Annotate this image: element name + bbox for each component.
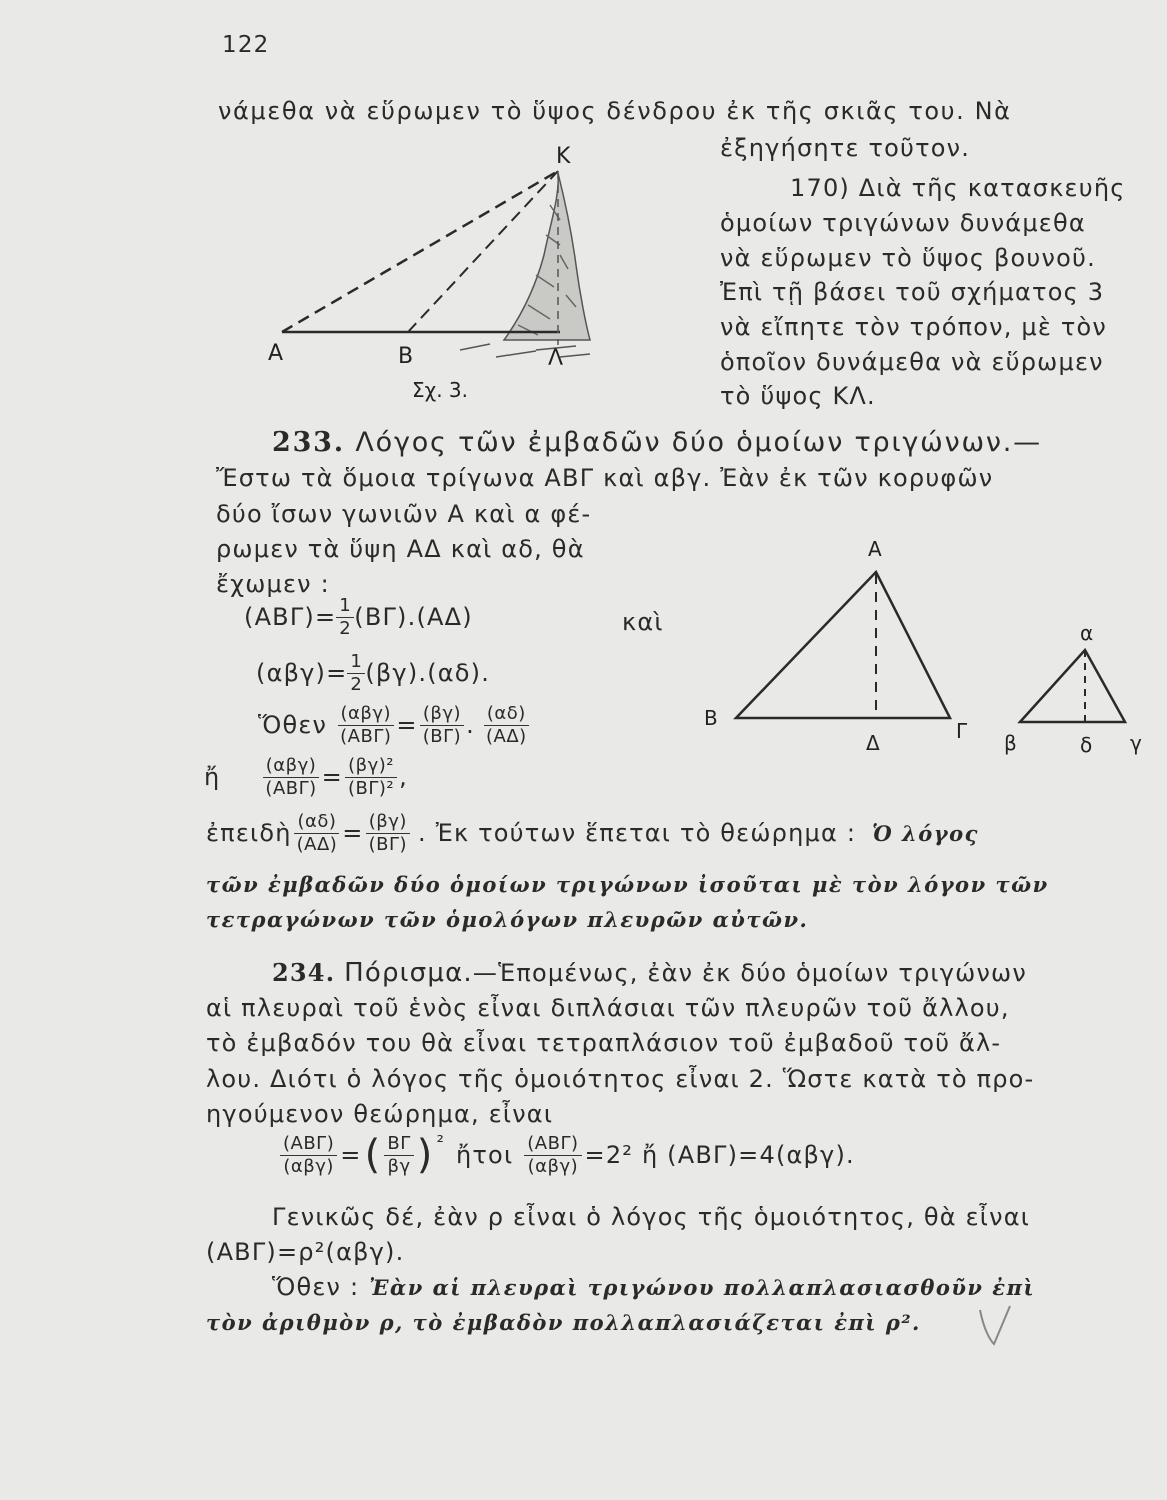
- final-theorem-text-1: Ἐὰν αἱ πλευραὶ τριγώνου πολλαπλασιασθοῦν ἐπὶ: [369, 1275, 1036, 1300]
- label-K: K: [556, 144, 571, 169]
- sight-line-A-K: [282, 171, 558, 332]
- ratio-frac-2: [420, 704, 464, 747]
- cor-etoi: ἤτοι: [456, 1141, 514, 1170]
- cor-square: ²: [436, 1132, 445, 1153]
- section-233-line-3: ρωμεν τὰ ὕψη ΑΔ καὶ αδ, θὰ: [216, 535, 585, 563]
- cor-frac-1: [280, 1134, 337, 1177]
- eq1-den: 2: [339, 617, 352, 639]
- cor-frac-2-num: ΒΓ: [384, 1134, 413, 1156]
- eq2-left: (αβγ)=: [256, 659, 348, 688]
- exercise-170-line-0: ἐξηγήσητε τοῦτον.: [720, 134, 971, 162]
- cor-paren-open: (: [364, 1132, 382, 1179]
- section-233-line-2: δύο ἴσων γωνιῶν Α καὶ α φέ-: [216, 500, 592, 528]
- ek-touton: . Ἐκ τούτων ἕπεται τὸ θεώρημα :: [418, 819, 857, 848]
- exercise-170-line-6: ὁποῖον δυνάμεθα νὰ εὕρωμεν: [720, 348, 1104, 376]
- eq2-fraction: [347, 652, 365, 695]
- squared-ratio-equation: [204, 756, 408, 799]
- theorem-line-3: τετραγώνων τῶν ὁμολόγων πλευρῶν αὐτῶν.: [206, 907, 809, 932]
- cor-frac-1-den: (αβγ): [283, 1155, 334, 1177]
- section-233-number: 233.: [272, 427, 345, 458]
- ratio-dot: .: [466, 711, 475, 740]
- section-234-line-6: Γενικῶς δέ, ἐὰν ρ εἶναι ὁ λόγος τῆς ὁμοιότητος, θὰ εἶναι: [272, 1203, 1031, 1231]
- theorem-line-1: Ὁ λόγος: [872, 820, 979, 846]
- sq-frac-2: [345, 756, 397, 799]
- section-234-line-4: λου. Διότι ὁ λόγος τῆς ὁμοιότητος εἶναι 2. Ὥστε κατὰ τὸ προ-: [206, 1065, 1035, 1093]
- eq1-right: (ΒΓ).(ΑΔ): [354, 603, 473, 632]
- epeidi-word: ἐπειδὴ: [206, 819, 292, 848]
- sq-frac-2-num: (βγ)²: [345, 756, 397, 778]
- ep-frac-2-den: (ΒΓ): [368, 833, 408, 855]
- eq1-num: 1: [336, 596, 354, 618]
- figure-3-mountain: [260, 135, 660, 405]
- exercise-170-line-7: τὸ ὕψος ΚΛ.: [720, 382, 876, 410]
- figure-3-caption: Σχ. 3.: [412, 378, 468, 402]
- section-233-heading: [272, 427, 1042, 458]
- triangle-ABG: [736, 572, 950, 718]
- ratio-equals: =: [396, 711, 418, 740]
- cor-frac-3: [524, 1134, 581, 1177]
- ep-frac-2-num: (βγ): [366, 812, 410, 834]
- equation-area-ABG: [244, 596, 473, 639]
- cor-frac-3-num: (ΑΒΓ): [524, 1134, 581, 1156]
- ratio-frac-1: [337, 704, 394, 747]
- sq-frac-2-den: (ΒΓ)²: [347, 777, 395, 799]
- eta-word: ἤ: [204, 763, 221, 792]
- label-B-big: B: [704, 706, 718, 730]
- cor-tail: =2² ἤ (ΑΒΓ)=4(αβγ).: [584, 1141, 855, 1170]
- exercise-170-line-2: ὁμοίων τριγώνων δυνάμεθα: [720, 209, 1086, 237]
- pencil-mark: [960, 1300, 1040, 1360]
- othen-word: Ὅθεν: [258, 711, 328, 740]
- ratio-frac-3: [483, 704, 530, 747]
- label-B: B: [398, 344, 414, 369]
- label-a-small: α: [1080, 621, 1094, 645]
- section-234-title: Πόρισμα.: [344, 958, 473, 988]
- continuation-line: νάμεθα νὰ εὕρωμεν τὸ ὕψος δένδρου ἐκ τῆς σκιᾶς του. Νὰ: [218, 97, 1012, 125]
- ratio-frac-1-num: (αβγ): [338, 704, 395, 726]
- ep-equals: =: [342, 819, 364, 848]
- eq1-left: (ΑΒΓ)=: [244, 603, 337, 632]
- sq-frac-1-den: (ΑΒΓ): [265, 777, 317, 799]
- label-A-big: A: [868, 537, 882, 561]
- section-234-line1-text: —Ἑπομένως, ἐὰν ἐκ δύο ὁμοίων τριγώνων: [472, 959, 1027, 987]
- ep-frac-1-den: (ΑΔ): [296, 833, 338, 855]
- eq1-fraction: [336, 596, 354, 639]
- ratio-frac-3-den: (ΑΔ): [485, 725, 527, 747]
- label-L: Λ: [548, 346, 564, 371]
- label-d-small: δ: [1080, 733, 1093, 757]
- label-A: A: [268, 341, 284, 366]
- cor-frac-2: [384, 1134, 413, 1177]
- label-D-big: Δ: [866, 731, 880, 755]
- ep-frac-2: [366, 812, 410, 855]
- ground-hatching: [460, 344, 590, 357]
- triangle-abg: [1020, 650, 1125, 722]
- ratio-frac-1-den: (ΑΒΓ): [340, 725, 392, 747]
- sq-comma: ,: [399, 763, 408, 792]
- cor-frac-1-num: (ΑΒΓ): [280, 1134, 337, 1156]
- eq2-num: 1: [347, 652, 365, 674]
- exercise-170-line-3: νὰ εὕρωμεν τὸ ὕψος βουνοῦ.: [720, 244, 1096, 272]
- section-233-line-1: Ἔστω τὰ ὅμοια τρίγωνα ΑΒΓ καὶ αβγ. Ἐὰν ἐκ τῶν κορυφῶν: [216, 464, 994, 492]
- epeidi-line: [206, 812, 979, 855]
- eq2-den: 2: [350, 673, 363, 695]
- section-234-line-1: [272, 960, 1027, 986]
- cor-frac-3-den: (αβγ): [527, 1155, 579, 1177]
- section-234-line-3: τὸ ἐμβαδόν του θὰ εἶναι τετραπλάσιον τοῦ ἐμβαδοῦ τοῦ ἄλ-: [206, 1029, 1002, 1057]
- sq-frac-1: [262, 756, 319, 799]
- page-number: 122: [222, 32, 270, 58]
- ep-frac-1: [294, 812, 341, 855]
- mountain-shape: [504, 173, 590, 340]
- othen-final: Ὅθεν :: [272, 1273, 360, 1301]
- exercise-170-line-1: 170) Διὰ τῆς κατασκευῆς: [790, 174, 1126, 202]
- section-234-number: 234.: [272, 958, 336, 987]
- ratio-frac-2-num: (βγ): [420, 704, 464, 726]
- label-g-small: γ: [1130, 731, 1142, 755]
- eq1-kai: καὶ: [622, 608, 664, 636]
- equation-area-abg: [256, 652, 490, 695]
- section-233-line-4: ἔχωμεν :: [216, 570, 330, 598]
- section-234-line-2: αἱ πλευραὶ τοῦ ἑνὸς εἶναι διπλάσιαι τῶν πλευρῶν τοῦ ἄλλου,: [206, 994, 1010, 1022]
- ratio-frac-2-den: (ΒΓ): [422, 725, 462, 747]
- cor-equals: =: [340, 1141, 362, 1170]
- label-b-small: β: [1004, 731, 1017, 755]
- sq-equals: =: [321, 763, 343, 792]
- ratio-equation: [258, 704, 530, 747]
- cor-frac-2-den: βγ: [387, 1155, 411, 1177]
- section-234-line-7: (ΑΒΓ)=ρ²(αβγ).: [206, 1238, 405, 1266]
- exercise-170-line-4: Ἐπὶ τῇ βάσει τοῦ σχήματος 3: [720, 278, 1105, 306]
- theorem-line-2: τῶν ἐμβαδῶν δύο ὁμοίων τριγώνων ἰσοῦται μὲ τὸν λόγον τῶν: [206, 872, 1049, 897]
- section-234-line-5: ηγούμενον θεώρημα, εἶναι: [206, 1100, 554, 1128]
- final-theorem-line-1: [272, 1275, 1035, 1300]
- final-theorem-line-2: τὸν ἀριθμὸν ρ, τὸ ἐμβαδὸν πολλαπλασιάζεται ἐπὶ ρ².: [206, 1310, 921, 1335]
- corollary-equation: [280, 1134, 855, 1177]
- ep-frac-1-num: (αδ): [294, 812, 339, 834]
- label-G-big: Γ: [956, 719, 968, 743]
- sq-frac-1-num: (αβγ): [263, 756, 320, 778]
- eq2-right: (βγ).(αδ).: [365, 659, 491, 688]
- cor-paren-close: ): [416, 1132, 434, 1179]
- ratio-frac-3-num: (αδ): [484, 704, 529, 726]
- figure-similar-triangles: [700, 530, 1150, 790]
- section-233-title: Λόγος τῶν ἐμβαδῶν δύο ὁμοίων τριγώνων.—: [355, 427, 1042, 458]
- exercise-170-line-5: νὰ εἴπητε τὸν τρόπον, μὲ τὸν: [720, 313, 1108, 341]
